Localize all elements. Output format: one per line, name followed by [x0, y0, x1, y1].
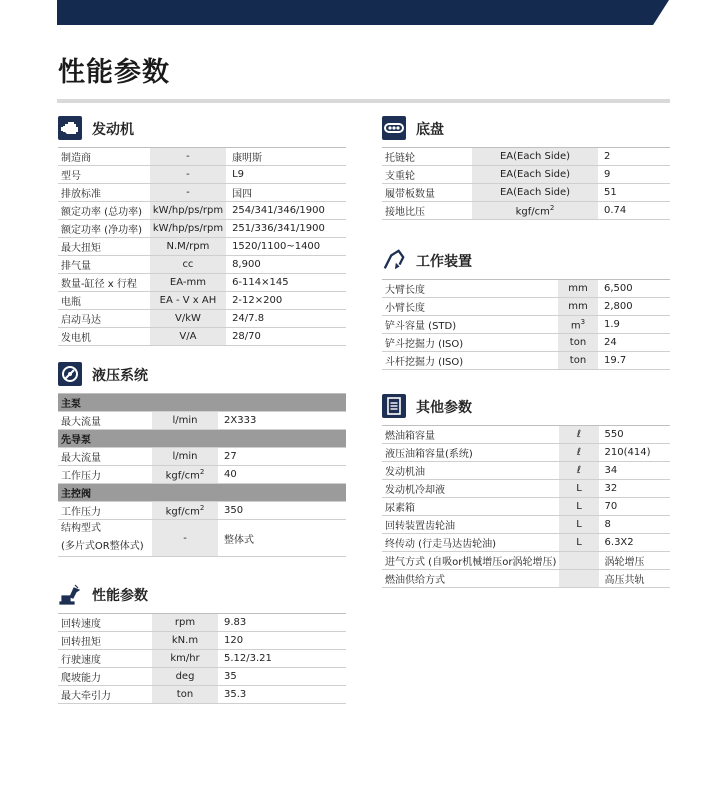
table-row — [58, 448, 346, 466]
row-value: 0.74 — [598, 202, 670, 220]
row-unit: ton — [558, 352, 598, 370]
row-value: L9 — [226, 166, 346, 184]
chassis-section-header — [382, 116, 670, 144]
row-label: 工作压力 — [58, 466, 152, 484]
unit-text: kgf/cm — [515, 206, 550, 218]
row-value: 28/70 — [226, 328, 346, 346]
row-value: 6,500 — [598, 280, 670, 298]
row-value: 550 — [599, 426, 670, 444]
row-unit: ton — [558, 334, 598, 352]
row-value: 6.3X2 — [599, 534, 670, 552]
row-value: 6-114×145 — [226, 274, 346, 292]
unit-text: kgf/cm — [165, 470, 200, 482]
engine-icon — [58, 116, 82, 140]
row-label: 型号 — [58, 166, 150, 184]
row-unit: kW/hp/ps/rpm — [150, 220, 226, 238]
table-row — [58, 148, 346, 166]
row-label: 铲斗挖掘力 (ISO) — [382, 334, 558, 352]
row-value: 9 — [598, 166, 670, 184]
row-unit: ton — [152, 686, 218, 704]
row-value: 251/336/341/1900 — [226, 220, 346, 238]
row-label: 发电机 — [58, 328, 150, 346]
row-value: 5.12/3.21 — [218, 650, 346, 668]
unit-superscript: 2 — [549, 203, 555, 212]
row-unit: - — [150, 184, 226, 202]
row-unit: ℓ — [559, 444, 598, 462]
table-row — [58, 274, 346, 292]
table-row — [382, 184, 670, 202]
table-row — [382, 166, 670, 184]
row-unit: EA-mm — [150, 274, 226, 292]
row-label: 最大牵引力 — [58, 686, 152, 704]
row-label: 启动马达 — [58, 310, 150, 328]
row-label: 尿素箱 — [382, 498, 559, 516]
row-label — [58, 520, 152, 557]
chassis-table — [382, 147, 670, 220]
row-value: 整体式 — [218, 520, 346, 557]
work-device-section — [382, 248, 670, 370]
row-unit: EA - V x AH — [150, 292, 226, 310]
row-value: 34 — [599, 462, 670, 480]
row-value: 27 — [218, 448, 346, 466]
row-value: 40 — [218, 466, 346, 484]
row-unit: kN.m — [152, 632, 218, 650]
table-row — [58, 466, 346, 484]
row-label: 排放标准 — [58, 184, 150, 202]
table-row — [382, 462, 670, 480]
hydraulic-group-main-pump: 主泵 — [58, 394, 346, 412]
hydraulic-section-title: 液压系统 — [92, 368, 148, 384]
table-row — [382, 280, 670, 298]
row-unit — [152, 502, 218, 520]
row-value: 8,900 — [226, 256, 346, 274]
other-section-title: 其他参数 — [416, 400, 472, 416]
chassis-section — [382, 116, 670, 220]
row-unit: L — [559, 516, 598, 534]
row-label: 接地比压 — [382, 202, 472, 220]
row-unit: EA(Each Side) — [472, 166, 598, 184]
row-unit: L — [559, 498, 598, 516]
table-row — [382, 444, 670, 462]
row-value: 24 — [598, 334, 670, 352]
track-icon — [382, 116, 406, 140]
row-unit: l/min — [152, 412, 218, 430]
row-value: 19.7 — [598, 352, 670, 370]
row-label: 回转装置齿轮油 — [382, 516, 559, 534]
table-row — [58, 614, 346, 632]
row-value: 康明斯 — [226, 148, 346, 166]
performance-section-header — [58, 582, 346, 610]
row-unit: EA(Each Side) — [472, 184, 598, 202]
row-label: 托链轮 — [382, 148, 472, 166]
hydraulic-section — [58, 362, 346, 557]
row-label: 工作压力 — [58, 502, 152, 520]
row-unit — [559, 552, 598, 570]
row-label: 最大扭矩 — [58, 238, 150, 256]
row-label-line1: 结构型式 — [61, 523, 101, 534]
row-value: 1520/1100~1400 — [226, 238, 346, 256]
row-unit: EA(Each Side) — [472, 148, 598, 166]
row-value: 高压共轨 — [599, 570, 670, 588]
row-label: 回转速度 — [58, 614, 152, 632]
work-device-section-header — [382, 248, 670, 276]
row-label: 发动机冷却液 — [382, 480, 559, 498]
table-row — [382, 570, 670, 588]
row-label: 液压油箱容量(系统) — [382, 444, 559, 462]
row-value: 2 — [598, 148, 670, 166]
table-row — [58, 502, 346, 520]
row-label: 履带板数量 — [382, 184, 472, 202]
row-label: 额定功率 (净功率) — [58, 220, 150, 238]
row-value: 2,800 — [598, 298, 670, 316]
row-value: 国四 — [226, 184, 346, 202]
row-label: 燃油箱容量 — [382, 426, 559, 444]
other-section — [382, 394, 670, 588]
table-row — [58, 650, 346, 668]
row-label: 燃油供给方式 — [382, 570, 559, 588]
row-label: 回转扭矩 — [58, 632, 152, 650]
table-row — [58, 166, 346, 184]
table-row — [382, 316, 670, 334]
table-row — [382, 552, 670, 570]
row-value: 32 — [599, 480, 670, 498]
row-label: 终传动 (行走马达齿轮油) — [382, 534, 559, 552]
row-value: 2X333 — [218, 412, 346, 430]
top-banner — [57, 0, 669, 25]
row-label: 支重轮 — [382, 166, 472, 184]
unit-superscript: 2 — [199, 467, 205, 476]
performance-section — [58, 582, 346, 704]
table-row — [58, 184, 346, 202]
table-row — [58, 310, 346, 328]
row-unit: V/A — [150, 328, 226, 346]
row-label: 额定功率 (总功率) — [58, 202, 150, 220]
row-unit: N.M/rpm — [150, 238, 226, 256]
work-device-table — [382, 279, 670, 370]
engine-section-header — [58, 116, 346, 144]
table-row — [382, 202, 670, 220]
table-row — [382, 298, 670, 316]
row-unit: V/kW — [150, 310, 226, 328]
table-row — [58, 220, 346, 238]
row-value: 254/341/346/1900 — [226, 202, 346, 220]
row-unit: kW/hp/ps/rpm — [150, 202, 226, 220]
table-row — [58, 202, 346, 220]
row-unit: - — [150, 166, 226, 184]
row-unit: deg — [152, 668, 218, 686]
hydraulic-table — [58, 393, 346, 557]
boom-arm-icon — [382, 248, 406, 272]
row-unit: l/min — [152, 448, 218, 466]
row-value: 350 — [218, 502, 346, 520]
table-row — [58, 328, 346, 346]
document-icon — [382, 394, 406, 418]
table-row — [58, 686, 346, 704]
table-row — [58, 668, 346, 686]
row-unit: ℓ — [559, 426, 598, 444]
row-label: 铲斗容量 (STD) — [382, 316, 558, 334]
row-value: 35.3 — [218, 686, 346, 704]
row-value: 2-12×200 — [226, 292, 346, 310]
unit-text: m — [570, 320, 581, 332]
table-row — [382, 334, 670, 352]
row-unit: L — [559, 480, 598, 498]
hydraulic-section-header — [58, 362, 346, 390]
row-label-line2: (多片式OR整体式) — [61, 541, 144, 552]
hydraulic-group-pilot-pump: 先导泵 — [58, 430, 346, 448]
table-row — [382, 498, 670, 516]
page-title: 性能参数 — [58, 57, 170, 88]
table-row — [58, 412, 346, 430]
row-value: 涡轮增压 — [599, 552, 670, 570]
table-row — [382, 480, 670, 498]
row-label: 斗杆挖掘力 (ISO) — [382, 352, 558, 370]
table-row — [382, 426, 670, 444]
row-unit — [559, 570, 598, 588]
engine-section — [58, 116, 346, 346]
row-value: 70 — [599, 498, 670, 516]
table-row — [58, 256, 346, 274]
table-row — [58, 520, 346, 557]
table-row — [58, 632, 346, 650]
row-value: 210(414) — [599, 444, 670, 462]
unit-superscript: 3 — [580, 317, 586, 326]
row-unit: rpm — [152, 614, 218, 632]
row-unit: ℓ — [559, 462, 598, 480]
row-label: 爬坡能力 — [58, 668, 152, 686]
row-label: 最大流量 — [58, 448, 152, 466]
row-label: 行驶速度 — [58, 650, 152, 668]
row-label: 制造商 — [58, 148, 150, 166]
row-label: 大臂长度 — [382, 280, 558, 298]
row-label: 进气方式 (自吸or机械增压or涡轮增压) — [382, 552, 559, 570]
row-unit: - — [152, 520, 218, 557]
work-device-section-title: 工作装置 — [416, 254, 472, 270]
performance-table — [58, 613, 346, 704]
excavator-icon — [58, 582, 82, 606]
row-value: 9.83 — [218, 614, 346, 632]
table-row — [58, 292, 346, 310]
row-value: 51 — [598, 184, 670, 202]
unit-superscript: 2 — [199, 503, 205, 512]
row-unit — [472, 202, 598, 220]
engine-section-title: 发动机 — [92, 122, 134, 138]
other-table — [382, 425, 670, 588]
row-label: 最大流量 — [58, 412, 152, 430]
table-row — [382, 516, 670, 534]
table-row — [382, 534, 670, 552]
row-value: 120 — [218, 632, 346, 650]
row-value: 8 — [599, 516, 670, 534]
row-unit: L — [559, 534, 598, 552]
row-unit: mm — [558, 280, 598, 298]
unit-text: kgf/cm — [165, 506, 200, 518]
row-unit: cc — [150, 256, 226, 274]
table-row — [58, 238, 346, 256]
hydraulic-gauge-icon — [58, 362, 82, 386]
table-row — [382, 352, 670, 370]
row-value: 1.9 — [598, 316, 670, 334]
row-value: 35 — [218, 668, 346, 686]
row-unit — [152, 466, 218, 484]
chassis-section-title: 底盘 — [416, 122, 444, 138]
engine-table — [58, 147, 346, 346]
title-divider — [57, 99, 670, 103]
table-row — [382, 148, 670, 166]
row-unit: km/hr — [152, 650, 218, 668]
other-section-header — [382, 394, 670, 422]
row-label: 数量-缸径 x 行程 — [58, 274, 150, 292]
row-unit — [558, 316, 598, 334]
row-unit: mm — [558, 298, 598, 316]
row-label: 小臂长度 — [382, 298, 558, 316]
performance-section-title: 性能参数 — [92, 588, 148, 604]
row-label: 排气量 — [58, 256, 150, 274]
row-value: 24/7.8 — [226, 310, 346, 328]
hydraulic-group-main-valve: 主控阀 — [58, 484, 346, 502]
row-label: 电瓶 — [58, 292, 150, 310]
row-unit: - — [150, 148, 226, 166]
row-label: 发动机油 — [382, 462, 559, 480]
